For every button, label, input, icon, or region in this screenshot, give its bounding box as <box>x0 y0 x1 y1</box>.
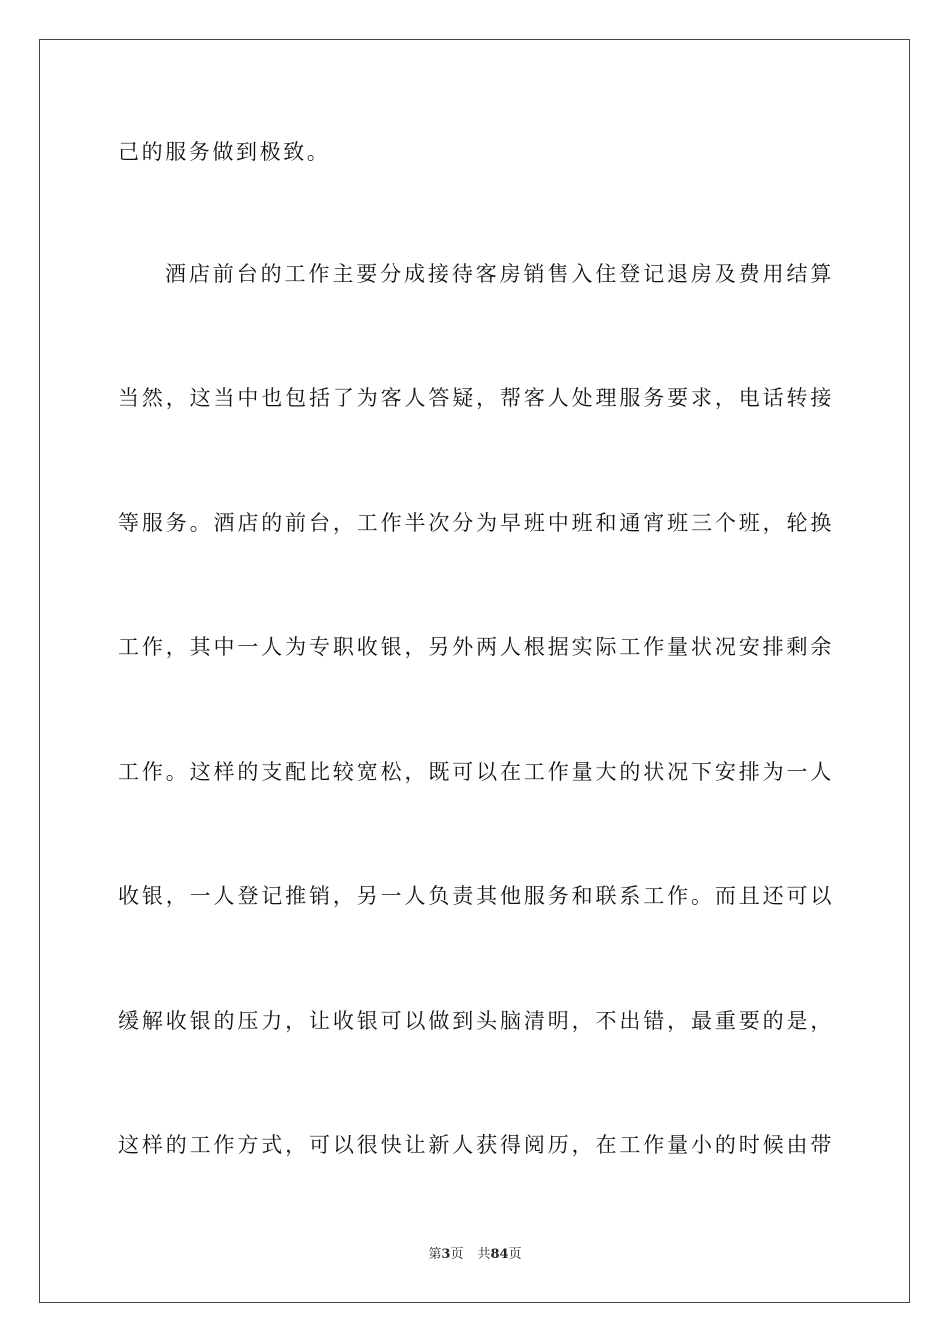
text-line-4: 等服务。酒店的前台，工作半次分为早班中班和通宵班三个班，轮换 <box>118 511 834 535</box>
page-suffix: 页 <box>450 1247 464 1262</box>
page-prefix: 第 <box>428 1247 442 1262</box>
page-number: 3 <box>441 1247 451 1262</box>
text-line-7: 收银，一人登记推销，另一人负责其他服务和联系工作。而且还可以 <box>118 884 834 908</box>
page-footer <box>0 1246 950 1264</box>
text-line-8: 缓解收银的压力，让收银可以做到头脑清明，不出错，最重要的是， <box>118 1009 834 1033</box>
text-line-6: 工作。这样的支配比较宽松，既可以在工作量大的状况下安排为一人 <box>118 760 834 784</box>
total-prefix: 共 <box>477 1247 491 1262</box>
text-line-3: 当然，这当中也包括了为客人答疑，帮客人处理服务要求，电话转接 <box>118 386 834 410</box>
page-border <box>39 39 910 1303</box>
text-line-5: 工作，其中一人为专职收银，另外两人根据实际工作量状况安排剩余 <box>118 635 834 659</box>
text-line-9: 这样的工作方式，可以很快让新人获得阅历，在工作量小的时候由带 <box>118 1133 834 1157</box>
total-suffix: 页 <box>508 1247 522 1262</box>
text-line-2: 酒店前台的工作主要分成接待客房销售入住登记退房及费用结算 <box>165 262 834 286</box>
text-line-1: 己的服务做到极致。 <box>118 140 331 164</box>
total-pages: 84 <box>490 1247 509 1262</box>
